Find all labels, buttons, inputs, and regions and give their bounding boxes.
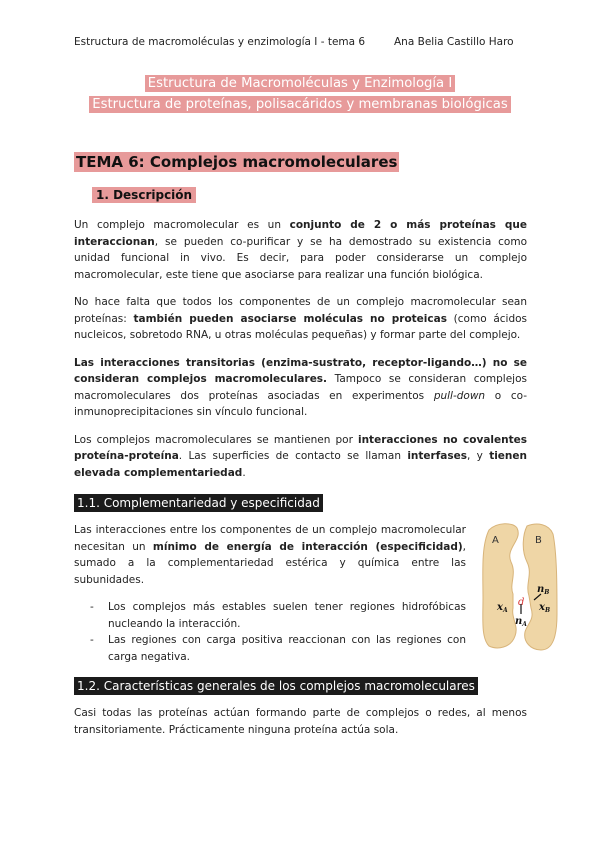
section-1-2-heading: 1.2. Características generales de los complejos macromoleculares [74, 677, 478, 695]
text-run: Los complejos macromoleculares se mantienen por [74, 433, 358, 446]
xb-main: x [539, 602, 545, 613]
text-run-bold: Las interacciones transitorias (enzima-sustrato, receptor-ligando…) no se consideran complejos macromoleculares. [74, 356, 527, 385]
figure-label-a: A [492, 535, 499, 546]
text-run-bold: también pueden asociarse moléculas no proteicas [133, 312, 447, 325]
interface-complementarity-figure [479, 518, 559, 658]
text-run: Las interacciones entre los componentes de un complejo macromolecular necesitan un [74, 524, 466, 553]
text-run: o co-inmunoprecipitaciones sin vínculo funcional. [74, 389, 527, 418]
text-run: No hace falta que todos los componentes de un complejo macromolecular sean proteínas: [74, 296, 527, 325]
nb-main: n [537, 584, 545, 595]
text-run-bold: interacciones no covalentes proteína-proteína [74, 433, 527, 462]
nb-sub: B [544, 589, 550, 596]
text-run: , sumado a la complementariedad estérica y química entre las subunidades. [74, 540, 466, 586]
title-line-1: Estructura de Macromoléculas y Enzimología I [145, 75, 455, 92]
header-course: Estructura de macromoléculas y enzimología I - tema 6 [74, 36, 366, 48]
list-item: - Las regiones con carga positiva reaccionan con las regiones con carga negativa. [74, 632, 466, 665]
xa-main: x [497, 602, 503, 613]
figure-label-b: B [535, 535, 542, 546]
figure-label-d: d [518, 597, 525, 608]
paragraph-definition [74, 217, 527, 283]
text-run: , se pueden co-purificar y se ha demostrado su existencia como unidad funcional in vivo. Es decir, para poder considerarse un complejo macromolecular, este tiene que asociarse para realizar una función biológica. [74, 235, 527, 281]
paragraph-interactions [74, 432, 527, 482]
text-run-bold: interfases [407, 450, 467, 462]
figure-label-na [515, 616, 527, 628]
text-run: . Las superficies de contacto se llaman [178, 450, 408, 462]
title-line-2: Estructura de proteínas, polisacáridos y membranas biológicas [89, 96, 510, 113]
xb-sub: B [544, 607, 551, 614]
text-run-bold: tienen elevada complementariedad [74, 450, 527, 479]
header-author: Ana Belia Castillo Haro [394, 36, 514, 48]
text-run-italic: pull-down [433, 389, 486, 402]
document-title [0, 72, 600, 114]
list-item: - Los complejos más estables suelen tener regiones hidrofóbicas nucleando la interacción. [74, 599, 466, 632]
text-run: , y [466, 450, 490, 462]
paragraph-specificity [74, 522, 466, 588]
tema-heading: TEMA 6: Complejos macromoleculares [76, 153, 398, 171]
text-run: . [242, 466, 246, 479]
bullet-list [74, 599, 466, 665]
subunit-a-shape [483, 524, 518, 648]
text-run: (como ácidos nucleicos, sobretodo RNA, u otras moléculas pequeñas) y formar parte del complejo. [74, 312, 528, 341]
na-sub: A [522, 621, 527, 628]
text-run: Un complejo macromolecular es un [74, 219, 290, 231]
paragraph-non-protein [74, 294, 527, 344]
paragraph-transient [74, 355, 527, 421]
paragraph-networks: Casi todas las proteínas actúan formando parte de complejos o redes, al menos transitoriamente. Prácticamente ninguna proteína actúa sola. [74, 707, 527, 736]
section-1-heading: 1. Descripción [92, 187, 196, 203]
xa-sub: A [502, 607, 508, 614]
text-run-bold: conjunto de 2 o más proteínas que interaccionan [74, 219, 527, 248]
text-run: Tampoco se consideran complejos macromoleculares dos proteínas asociadas en experimentos [74, 373, 527, 402]
text-run-bold: mínimo de energía de interacción (especificidad) [152, 540, 463, 553]
section-1-1-heading: 1.1. Complementariedad y especificidad [74, 494, 323, 512]
na-main: n [515, 616, 523, 627]
figure-svg [479, 518, 559, 658]
page-content [74, 152, 527, 749]
